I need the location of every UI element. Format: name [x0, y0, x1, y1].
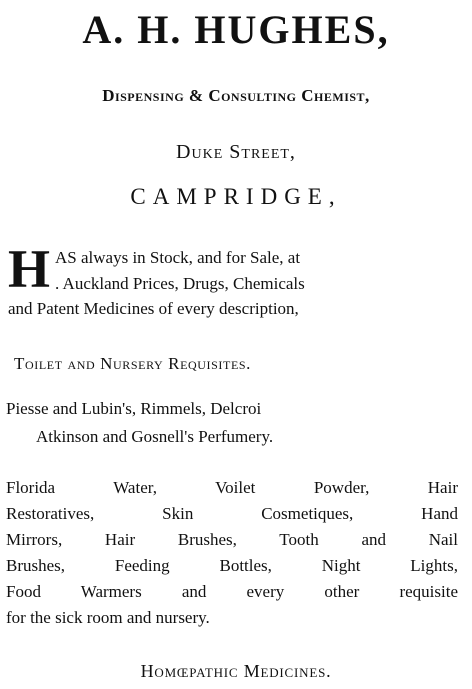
homeopathic-medicines-heading: Homœpathic Medicines. — [140, 661, 332, 681]
intro-line: and Patent Medicines of every description, — [8, 299, 299, 318]
goods-line: Brushes, Feeding Bottles, Night Lights, — [6, 556, 458, 575]
goods-line: for the sick room and nursery. — [6, 608, 210, 627]
toilet-requisites-heading: Toilet and Nursery Requisites. — [14, 354, 251, 373]
goods-line: Florida Water, Voilet Powder, Hair — [6, 478, 458, 497]
business-name: A. H. HUGHES, — [82, 7, 390, 52]
town-name: CAMPRIDGE, — [130, 184, 342, 209]
goods-line: Food Warmers and every other requisite — [6, 582, 458, 601]
goods-line: Mirrors, Hair Brushes, Tooth and Nail — [6, 530, 458, 549]
street-address: Duke Street, — [176, 141, 296, 163]
business-description: Dispensing & Consulting Chemist, — [102, 86, 370, 105]
perfumery-line: Atkinson and Gosnell's Perfumery. — [36, 427, 274, 446]
drop-cap: H — [8, 239, 51, 299]
perfumery-line: Piesse and Lubin's, Rimmels, Delcroi — [6, 399, 262, 418]
intro-line: AS always in Stock, and for Sale, at — [55, 248, 301, 267]
intro-line: . Auckland Prices, Drugs, Chemicals — [55, 274, 305, 293]
goods-line: Restoratives, Skin Cosmetiques, Hand — [6, 504, 458, 523]
